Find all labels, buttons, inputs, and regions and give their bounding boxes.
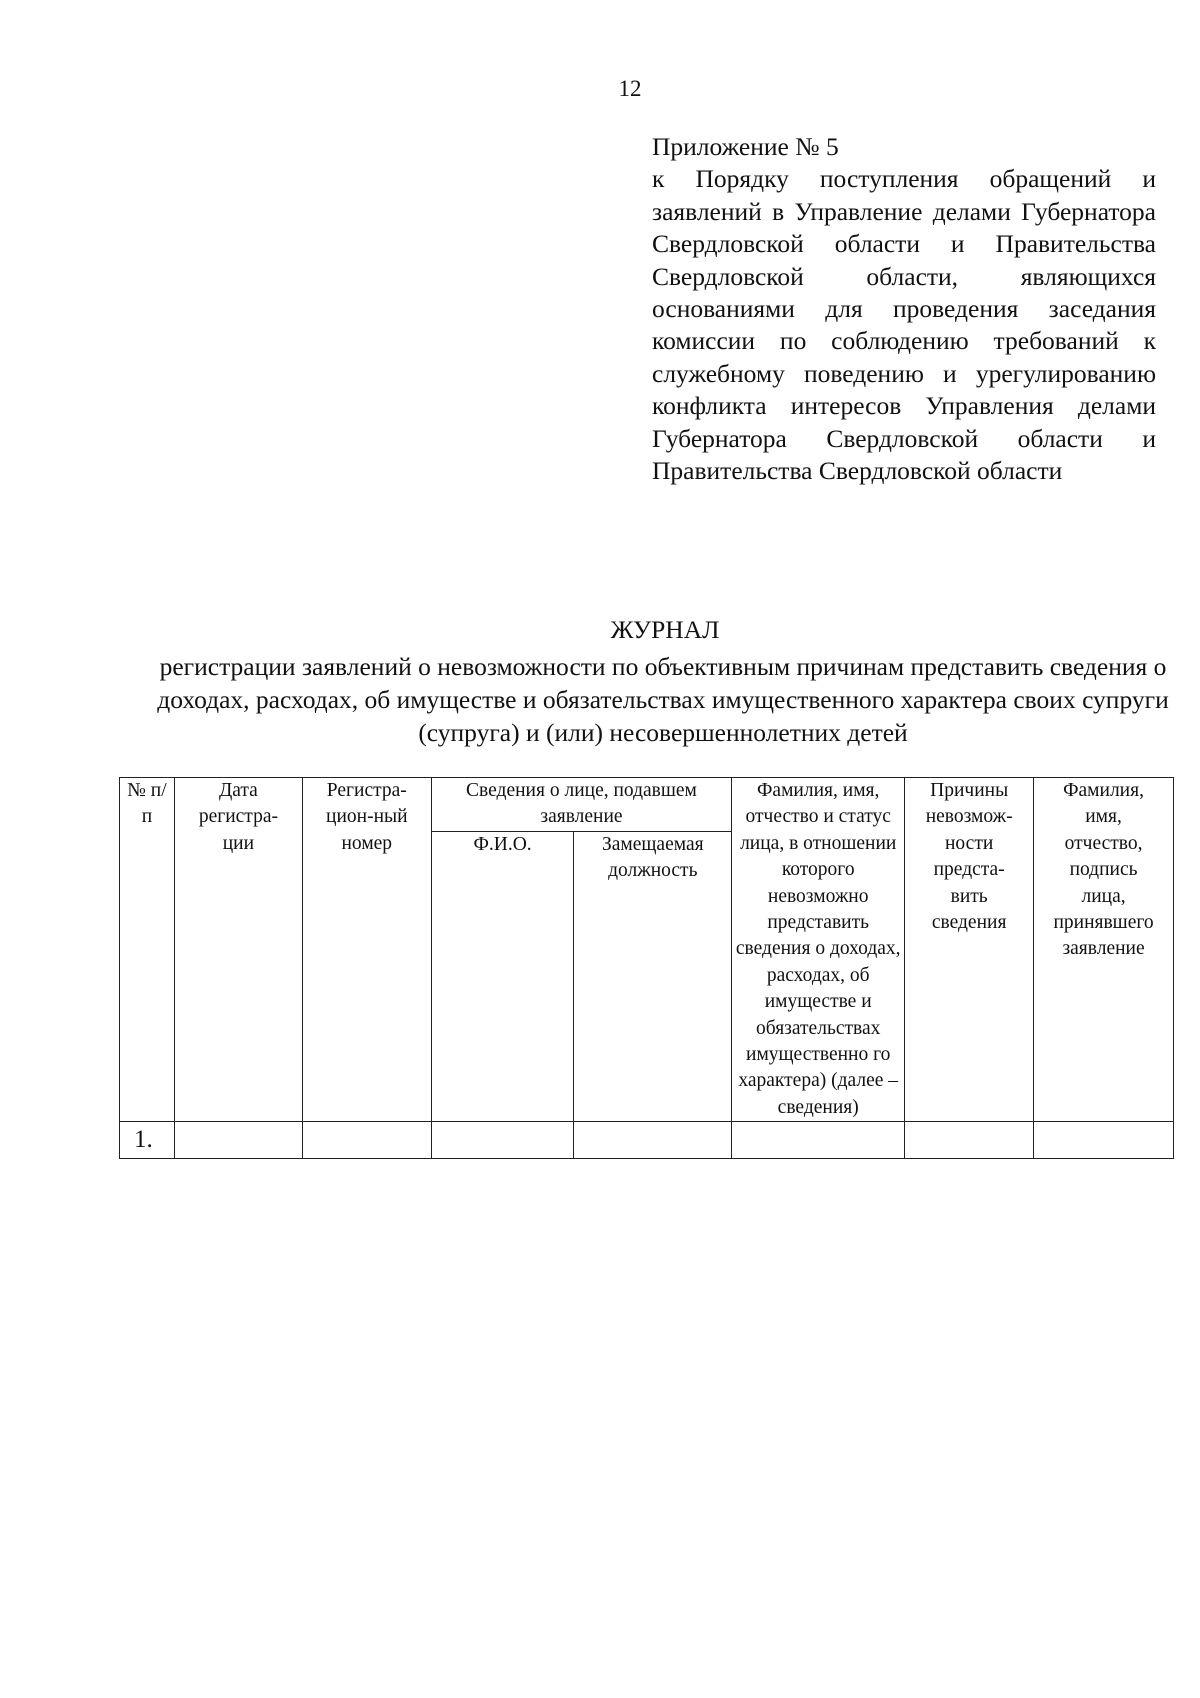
cell-applicant-fio bbox=[431, 1122, 574, 1159]
header-accepted-by bbox=[1034, 778, 1174, 1122]
appendix-block bbox=[652, 131, 1156, 487]
table-row bbox=[120, 1122, 1174, 1159]
journal-subtitle: регистрации заявлений о невозможности по объективным причинам представить сведения о доходах, расходах, об имуществе и обязательствах имущественного характера своих супруги (супруга) и (или) несовершеннолетних детей bbox=[157, 652, 1169, 747]
header-reasons-text: Причины невозмож-ности предста-вить сведения bbox=[925, 780, 1013, 934]
header-accepted-by-text: Фамилия, имя, отчество, подпись лица, принявшего заявление bbox=[1053, 780, 1154, 960]
cell-reg-number bbox=[302, 1122, 431, 1159]
cell-person bbox=[732, 1122, 905, 1159]
header-person bbox=[732, 778, 905, 1122]
header-reg-number bbox=[302, 778, 431, 1122]
cell-reasons bbox=[905, 1122, 1034, 1159]
header-date-text: Дата регистра-ции bbox=[198, 780, 278, 854]
header-num-text: № п/п bbox=[127, 780, 167, 828]
journal-title: ЖУРНАЛ bbox=[610, 615, 720, 644]
cell-applicant-position bbox=[574, 1122, 732, 1159]
page-number: 12 bbox=[618, 76, 642, 101]
header-num bbox=[120, 778, 175, 1122]
header-row-1 bbox=[120, 778, 1174, 832]
cell-date bbox=[174, 1122, 302, 1159]
journal-table bbox=[119, 777, 1174, 1159]
header-reg-number-text: Регистра-цион-ный номер bbox=[326, 780, 408, 854]
cell-num: 1. bbox=[120, 1122, 175, 1159]
appendix-text: к Порядку поступления обращений и заявлений в Управление делами Губернатора Свердловской области и Правительства Свердловской области, являющихся основаниями для проведения заседания комиссии по соблюдению требований к служебному поведению и урегулированию конфликта интересов Управления делами Губернатора Свердловской области и Правительства Свердловской области bbox=[652, 164, 1156, 486]
appendix-title: Приложение № 5 bbox=[652, 132, 839, 161]
header-person-text: Фамилия, имя, отчество и статус лица, в отношении которого невозможно представить сведения о доходах, расходах, об имуществе и обязательствах имущественно го характера) (далее – сведения) bbox=[735, 780, 901, 1118]
header-applicant-fio-text: Ф.И.О. bbox=[473, 833, 532, 855]
header-applicant-position-text: Замещаемая должность bbox=[602, 833, 704, 882]
header-date bbox=[174, 778, 302, 1122]
header-applicant-group bbox=[431, 778, 731, 832]
header-applicant-position bbox=[574, 831, 732, 1121]
header-applicant-fio bbox=[431, 831, 574, 1121]
header-applicant-group-text: Сведения о лице, подавшем заявление bbox=[466, 780, 697, 828]
cell-accepted-by bbox=[1034, 1122, 1174, 1159]
header-reasons bbox=[905, 778, 1034, 1122]
